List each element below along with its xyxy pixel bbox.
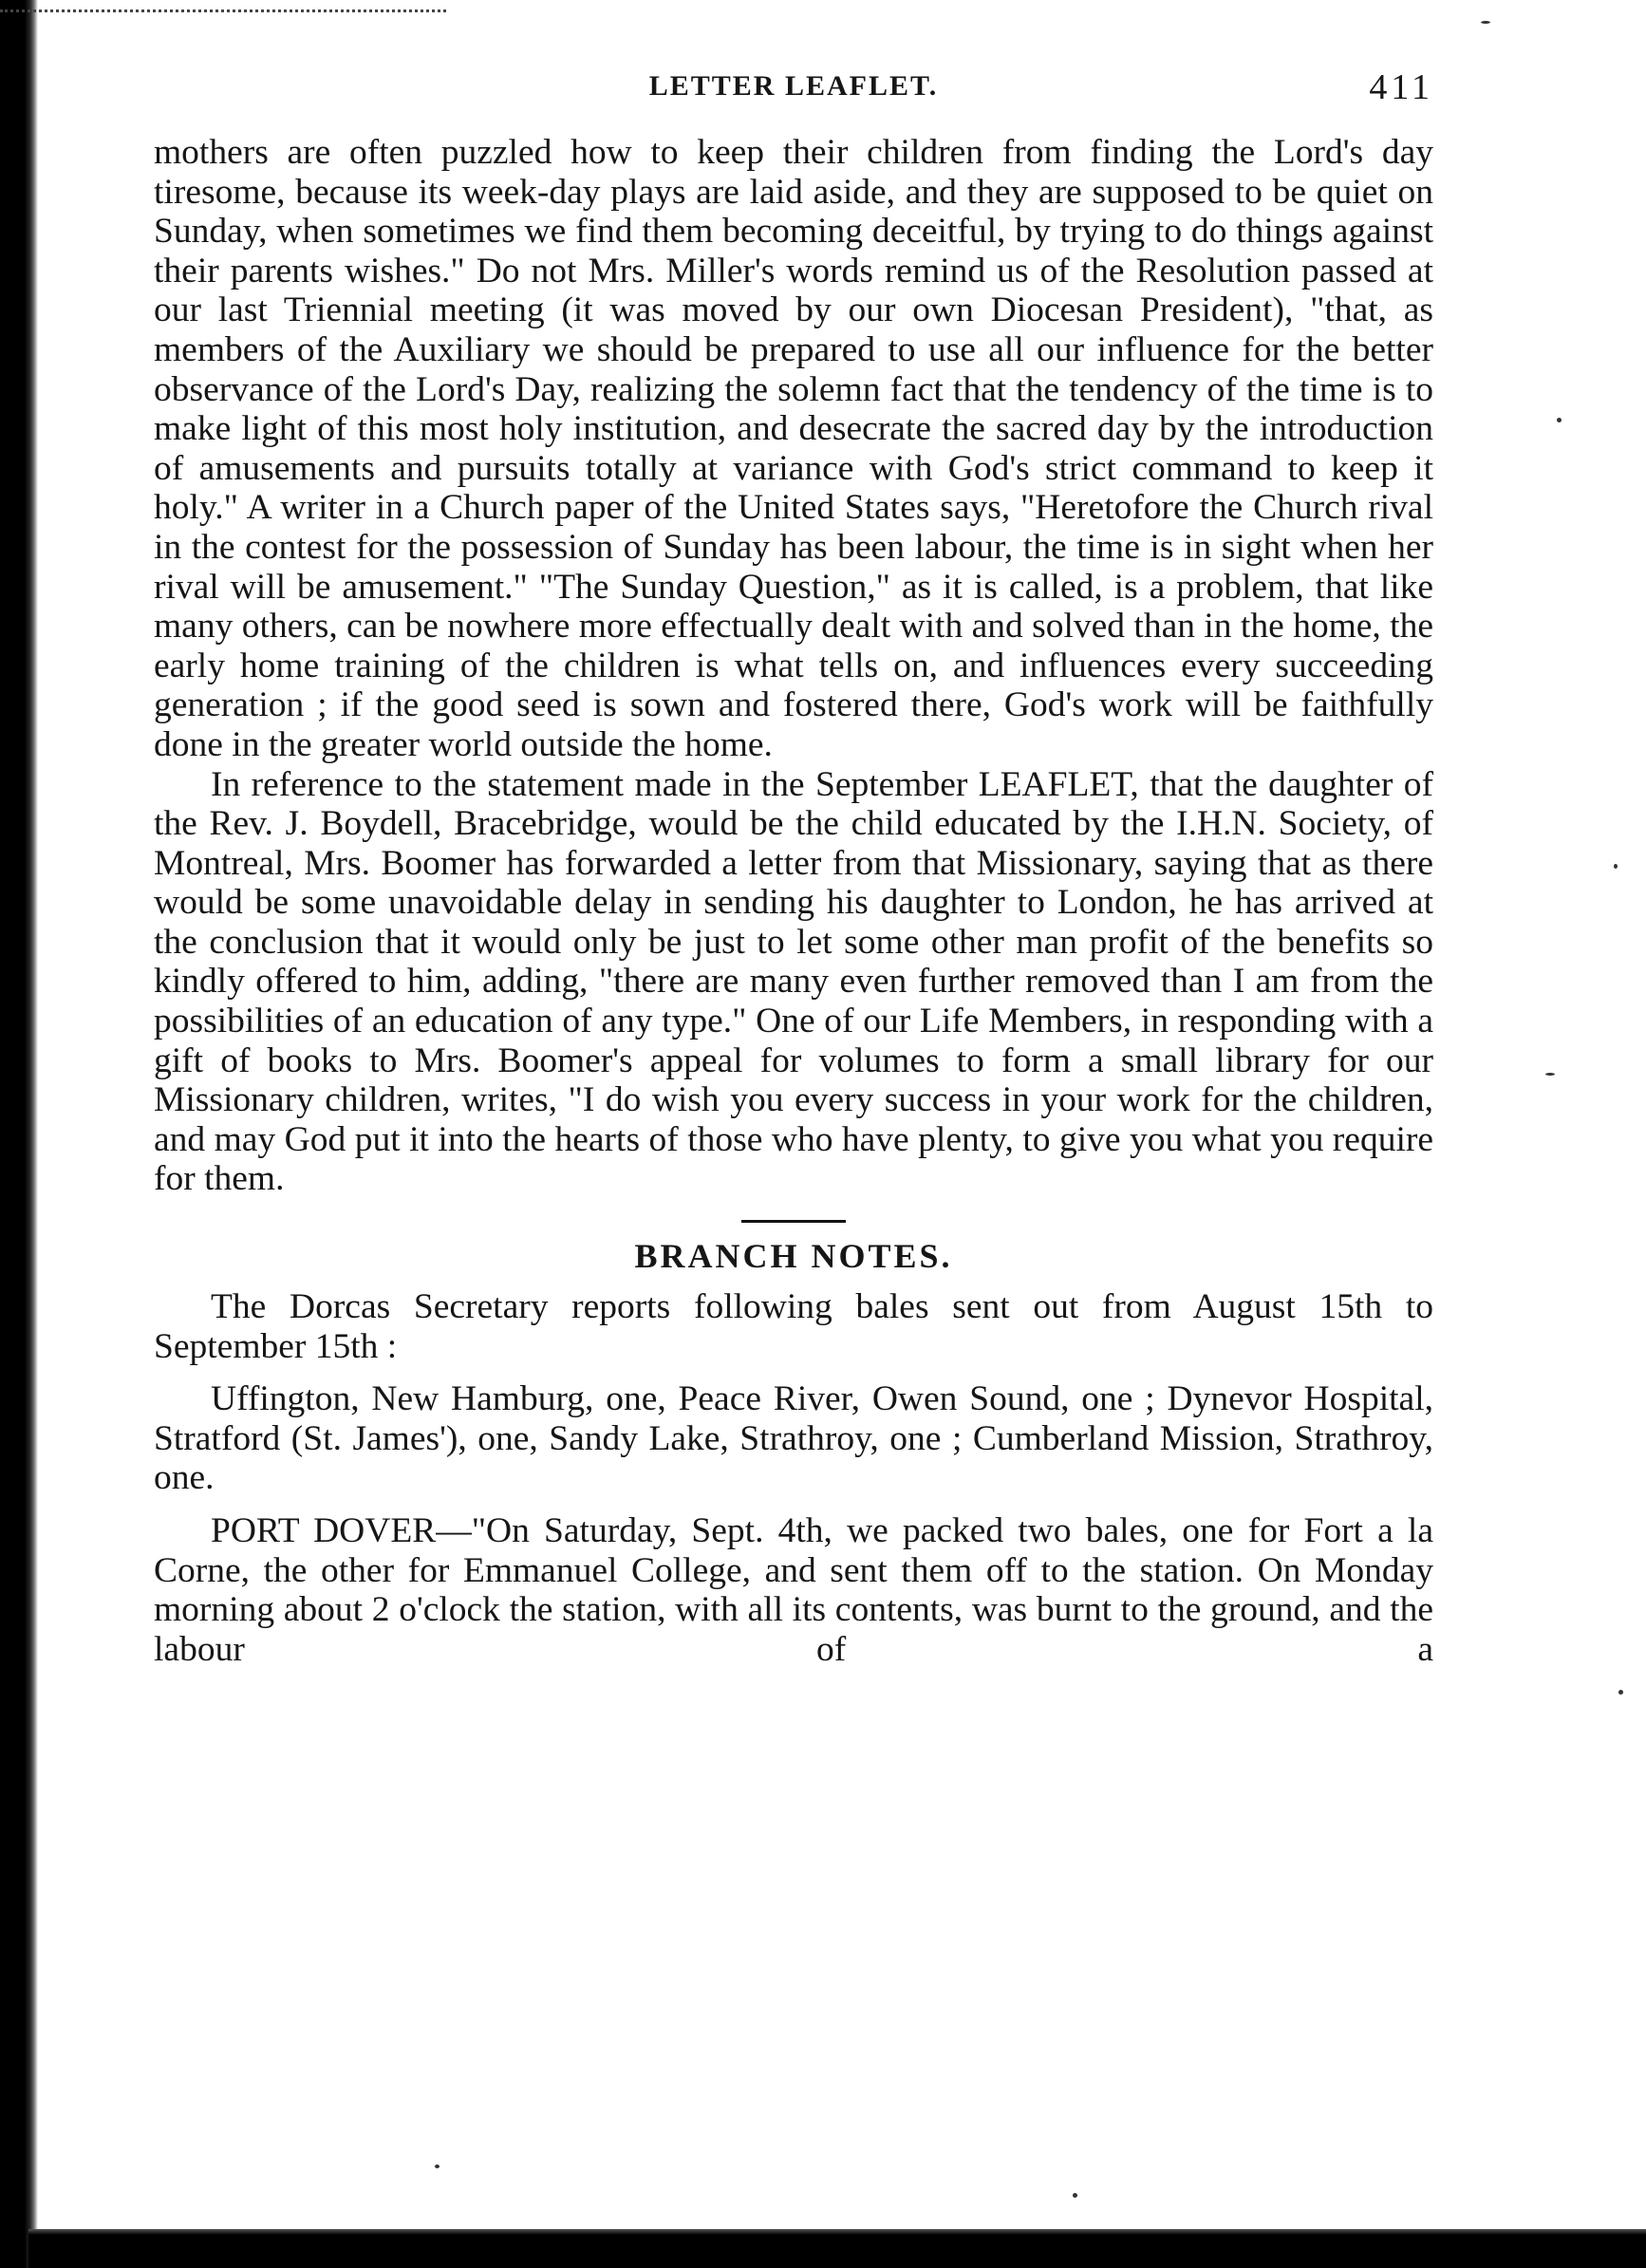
page-number: 411: [1369, 67, 1433, 107]
paragraph-gap: [154, 1498, 1433, 1511]
scan-border-bottom: [28, 2229, 1646, 2268]
page-content: [154, 66, 1433, 1669]
scan-speck: [435, 2165, 440, 2168]
running-head: [154, 66, 1433, 133]
running-title: LETTER LEAFLET.: [648, 70, 939, 102]
scan-speck: [1614, 864, 1618, 869]
section-heading-branch-notes: BRANCH NOTES.: [634, 1237, 953, 1276]
scan-speck: [1545, 1073, 1555, 1076]
branch-notes-dorcas-report: The Dorcas Secretary reports following bales sent out from August 15th to September 15th :: [154, 1287, 1433, 1366]
section-divider: [741, 1220, 846, 1223]
scan-speck: [1557, 418, 1562, 422]
scan-speck: [1481, 21, 1490, 24]
branch-notes-bales-list: Uffington, New Hamburg, one, Peace River, Owen Sound, one ; Dynevor Hospital, Stratford (St. James'), one, Sandy Lake, Strathroy, one ; Cumberland Mission, Strathroy, one.: [154, 1379, 1433, 1498]
body-paragraph-boydell-letter: In reference to the statement made in the September LEAFLET, that the daughter of the Rev. J. Boydell, Bracebridge, would be the child educated by the I.H.N. Society, of Montreal, Mrs. Boomer has forwarded a letter from that Missionary, saying that as there would be some unavoidable delay in sending his daughter to London, he has arrived at the conclusion that it would only be just to let some other man profit of the benefits so kindly offered to him, adding, "there are many even further removed than I am from the possibilities of an education of any type." One of our Life Members, in responding with a gift of books to Mrs. Boomer's appeal for volumes to form a small library for our Missionary children, writes, "I do wish you every success in your work for the children, and may God put it into the hearts of those who have plenty, to give you what you require for them.: [154, 764, 1433, 1199]
scan-speck: [1618, 1690, 1623, 1695]
branch-notes-port-dover: PORT DOVER—"On Saturday, Sept. 4th, we packed two bales, one for Fort a la Corne, the other for Emmanuel College, and sent them off to the station. On Monday morning about 2 o'clock the station, with all its contents, was burnt to the ground, and the labour of a: [154, 1511, 1433, 1669]
scan-border-top: [0, 0, 446, 12]
scan-border-left: [0, 0, 38, 2268]
paragraph-gap: [154, 1366, 1433, 1379]
scan-speck: [1073, 2193, 1077, 2198]
body-paragraph-lords-day: mothers are often puzzled how to keep their children from finding the Lord's day tiresome, because its week-day plays are laid aside, and they are supposed to be quiet on Sunday, when sometimes we find them becoming deceitful, by trying to do things against their parents wishes." Do not Mrs. Miller's words remind us of the Resolution passed at our last Triennial meeting (it was moved by our own Diocesan President), "that, as members of the Auxiliary we should be prepared to use all our influence for the better observance of the Lord's Day, realizing the solemn fact that the tendency of the time is to make light of this most holy institution, and desecrate the sacred day by the introduction of amusements and pursuits totally at variance with God's strict command to keep it holy." A writer in a Church paper of the United States says, "Heretofore the Church rival in the contest for the possession of Sunday has been labour, the time is in sight when her rival will be amusement." "The Sunday Question," as it is called, is a problem, that like many others, can be nowhere more effectually dealt with and solved than in the home, the early home training of the children is what tells on, and influences every succeeding generation ; if the good seed is sown and fostered there, God's work will be faithfully done in the greater world outside the home.: [154, 133, 1433, 764]
